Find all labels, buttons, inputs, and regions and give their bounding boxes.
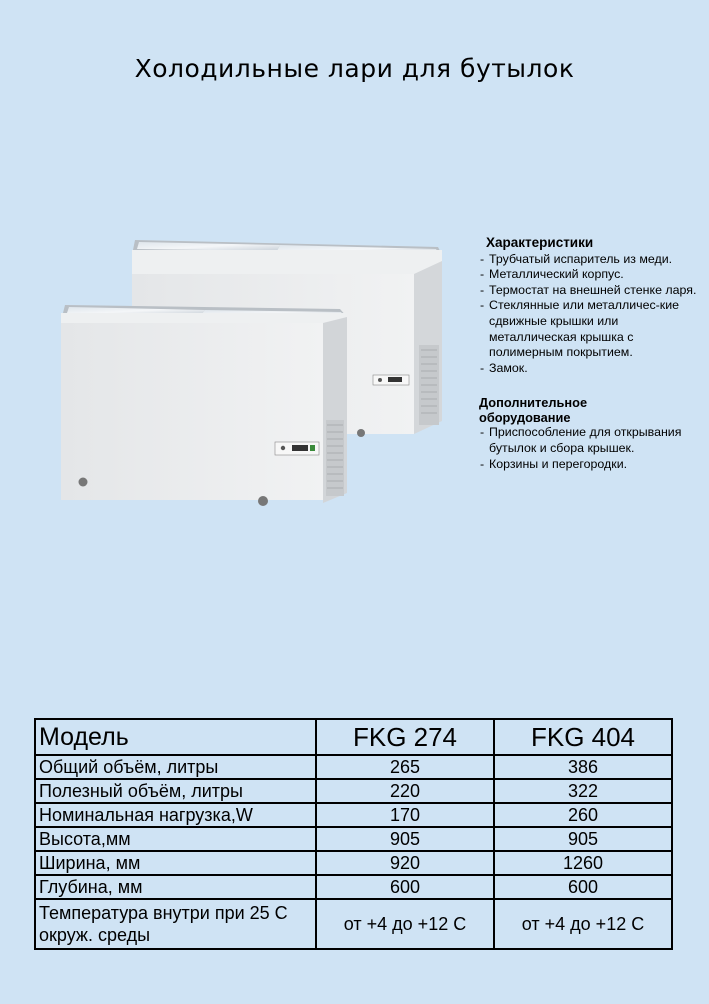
freezer-illustration [55, 225, 445, 515]
extra-item: - Приспособление для открывания бутылок и сбора крышек. [479, 425, 704, 456]
features-block [479, 235, 704, 472]
row-value: 905 [494, 827, 672, 851]
row-value: 386 [494, 755, 672, 779]
header-cell-fkg404: FKG 404 [494, 719, 672, 755]
row-value: 1260 [494, 851, 672, 875]
row-value: 220 [316, 779, 494, 803]
freezer-small [61, 305, 347, 506]
table-row [35, 755, 672, 779]
table-row [35, 875, 672, 899]
row-value: 905 [316, 827, 494, 851]
row-label: Общий объём, литры [35, 755, 316, 779]
extras-list [479, 425, 704, 472]
table-row [35, 779, 672, 803]
row-value: 920 [316, 851, 494, 875]
row-label: Ширина, мм [35, 851, 316, 875]
feature-item: - Замок. [479, 361, 704, 377]
row-value: 600 [494, 875, 672, 899]
feature-item: - Термостат на внешней стенке ларя. [479, 283, 704, 299]
extras-heading: Дополнительное оборудование [479, 395, 588, 426]
row-label: Температура внутри при 25 С окруж. среды [35, 899, 316, 949]
row-value: 170 [316, 803, 494, 827]
page-title: Холодильные лари для бутылок [134, 54, 575, 83]
features-list [479, 252, 704, 377]
table-row [35, 827, 672, 851]
table-row [35, 899, 672, 949]
table-row [35, 803, 672, 827]
extra-item: - Корзины и перегородки. [479, 457, 704, 473]
row-label: Полезный объём, литры [35, 779, 316, 803]
row-value: 600 [316, 875, 494, 899]
row-value: 322 [494, 779, 672, 803]
header-cell-model: Модель [35, 719, 316, 755]
table-header-row [35, 719, 672, 755]
feature-item: - Трубчатый испаритель из меди. [479, 252, 704, 268]
spec-table [34, 718, 673, 950]
row-label: Глубина, мм [35, 875, 316, 899]
features-heading: Характеристики [486, 235, 594, 250]
table-row [35, 851, 672, 875]
row-value: от +4 до +12 С [316, 899, 494, 949]
feature-item: - Металлический корпус. [479, 267, 704, 283]
feature-item: - Стеклянные или металличес-кие сдвижные крышки или металлическая крышка с полимерным покрытием. [479, 298, 704, 360]
row-label: Высота,мм [35, 827, 316, 851]
row-value: 265 [316, 755, 494, 779]
row-label: Номинальная нагрузка,W [35, 803, 316, 827]
row-value: 260 [494, 803, 672, 827]
row-value: от +4 до +12 С [494, 899, 672, 949]
header-cell-fkg274: FKG 274 [316, 719, 494, 755]
